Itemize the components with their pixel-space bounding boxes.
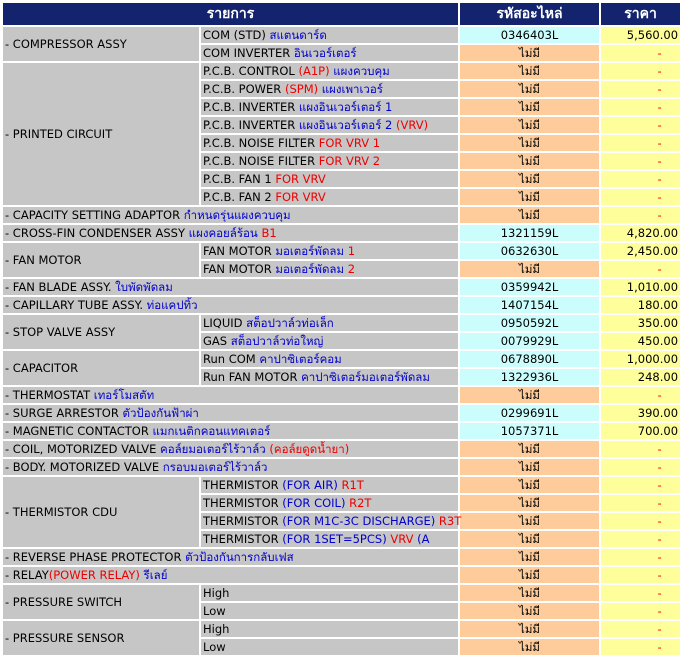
- price-cell: -: [601, 189, 680, 205]
- sub-item-cell: [201, 333, 458, 349]
- label-text: ท่อแคปทิ้ว: [146, 298, 198, 312]
- label-text: THERMISTOR: [203, 478, 283, 492]
- label-text: COM INVERTER: [203, 46, 294, 60]
- part-code-cell: ไม่มี: [460, 81, 599, 97]
- label-text: รีเลย์: [139, 568, 168, 582]
- part-code-cell: ไม่มี: [460, 459, 599, 475]
- price-cell: -: [601, 45, 680, 61]
- price-cell: 390.00: [601, 405, 680, 421]
- item-name-cell: [3, 405, 458, 421]
- part-code-cell: ไม่มี: [460, 387, 599, 403]
- table-row: [3, 441, 680, 457]
- label-text: P.C.B. FAN 2: [203, 190, 276, 204]
- part-code-cell: ไม่มี: [460, 441, 599, 457]
- sub-item-cell: [201, 351, 458, 367]
- item-name-cell: [3, 351, 199, 385]
- part-code-cell: 0299691L: [460, 405, 599, 421]
- part-code-cell: ไม่มี: [460, 585, 599, 601]
- table-row: [3, 27, 680, 43]
- label-text: VRV: [390, 532, 418, 546]
- table-row: [3, 297, 680, 313]
- part-code-cell: ไม่มี: [460, 171, 599, 187]
- part-code-cell: 0359942L: [460, 279, 599, 295]
- part-code-cell: ไม่มี: [460, 63, 599, 79]
- price-cell: 5,560.00: [601, 27, 680, 43]
- label-text: ใบพัดพัดลม: [115, 280, 173, 294]
- sub-item-cell: [201, 621, 458, 637]
- table-row: [3, 423, 680, 439]
- label-text: แผงควบคุม: [329, 64, 390, 78]
- part-code-cell: ไม่มี: [460, 45, 599, 61]
- part-code-cell: 1321159L: [460, 225, 599, 241]
- label-text: - THERMISTOR CDU: [5, 505, 118, 519]
- label-text: มอเตอร์พัดลม: [275, 262, 348, 276]
- part-code-cell: ไม่มี: [460, 621, 599, 637]
- price-cell: 2,450.00: [601, 243, 680, 259]
- part-code-cell: 1407154L: [460, 297, 599, 313]
- price-cell: -: [601, 531, 680, 547]
- parts-price-table: [1, 1, 682, 657]
- part-code-cell: ไม่มี: [460, 207, 599, 223]
- item-name-cell: [3, 297, 458, 313]
- label-text: - MAGNETIC CONTACTOR: [5, 424, 153, 438]
- sub-item-cell: [201, 603, 458, 619]
- sub-item-cell: [201, 45, 458, 61]
- price-cell: 350.00: [601, 315, 680, 331]
- label-text: - RELAY: [5, 568, 49, 582]
- label-text: (FOR COIL): [282, 496, 350, 510]
- price-cell: -: [601, 621, 680, 637]
- label-text: (A: [417, 532, 430, 546]
- label-text: FAN MOTOR: [203, 244, 276, 258]
- item-name-cell: [3, 387, 458, 403]
- header-row: [3, 3, 680, 25]
- price-cell: -: [601, 639, 680, 655]
- sub-item-cell: [201, 531, 458, 547]
- sub-item-cell: [201, 81, 458, 97]
- label-text: เทอร์โมสตัท: [93, 388, 155, 402]
- part-code-cell: ไม่มี: [460, 639, 599, 655]
- price-cell: -: [601, 549, 680, 565]
- label-text: P.C.B. INVERTER: [203, 118, 299, 132]
- price-cell: 248.00: [601, 369, 680, 385]
- label-text: Run COM: [203, 352, 260, 366]
- item-name-cell: [3, 585, 199, 619]
- price-cell: -: [601, 261, 680, 277]
- sub-item-cell: [201, 171, 458, 187]
- label-text: COM (STD): [203, 28, 270, 42]
- label-text: P.C.B. CONTROL: [203, 64, 299, 78]
- table-row: [3, 315, 680, 331]
- table-row: [3, 405, 680, 421]
- label-text: คอล์ยมอเตอร์ไร้วาล์ว: [160, 442, 270, 456]
- header-item: รายการ: [3, 3, 458, 25]
- label-text: P.C.B. FAN 1: [203, 172, 276, 186]
- part-code-cell: ไม่มี: [460, 153, 599, 169]
- label-text: แมกเนติกคอนแทคเตอร์: [152, 424, 271, 438]
- item-name-cell: [3, 279, 458, 295]
- price-cell: -: [601, 387, 680, 403]
- label-text: - STOP VALVE ASSY: [5, 325, 116, 339]
- label-text: (คอล์ยดูดน้ำยา): [269, 442, 350, 456]
- label-text: FOR VRV 2: [318, 154, 381, 168]
- label-text: - PRESSURE SENSOR: [5, 631, 125, 645]
- label-text: - FAN BLADE ASSY.: [5, 280, 116, 294]
- table-row: [3, 243, 680, 259]
- label-text: THERMISTOR: [203, 514, 283, 528]
- label-text: - CAPACITY SETTING ADAPTOR: [5, 208, 184, 222]
- table-row: [3, 225, 680, 241]
- price-cell: 700.00: [601, 423, 680, 439]
- label-text: สต็อปวาล์วท่อเล็ก: [246, 316, 334, 330]
- label-text: - FAN MOTOR: [5, 253, 82, 267]
- part-code-cell: ไม่มี: [460, 477, 599, 493]
- label-text: Low: [203, 640, 226, 654]
- label-text: 2: [347, 262, 356, 276]
- sub-item-cell: [201, 585, 458, 601]
- label-text: (A1P): [298, 64, 330, 78]
- price-cell: 1,010.00: [601, 279, 680, 295]
- label-text: Run FAN MOTOR: [203, 370, 302, 384]
- label-text: มอเตอร์พัดลม: [275, 244, 348, 258]
- part-code-cell: ไม่มี: [460, 513, 599, 529]
- item-name-cell: [3, 441, 458, 457]
- label-text: - BODY. MOTORIZED VALVE: [5, 460, 163, 474]
- label-text: High: [203, 586, 230, 600]
- price-cell: 1,000.00: [601, 351, 680, 367]
- item-name-cell: [3, 621, 199, 655]
- part-code-cell: ไม่มี: [460, 567, 599, 583]
- label-text: FAN MOTOR: [203, 262, 276, 276]
- sub-item-cell: [201, 99, 458, 115]
- part-code-cell: ไม่มี: [460, 549, 599, 565]
- label-text: LIQUID: [203, 316, 247, 330]
- label-text: GAS: [203, 334, 231, 348]
- item-name-cell: [3, 423, 458, 439]
- sub-item-cell: [201, 117, 458, 133]
- label-text: P.C.B. NOISE FILTER: [203, 136, 319, 150]
- label-text: คาปาซิเตอร์มอเตอร์พัดลม: [301, 370, 430, 384]
- part-code-cell: ไม่มี: [460, 531, 599, 547]
- sub-item-cell: [201, 243, 458, 259]
- item-name-cell: [3, 225, 458, 241]
- table-row: [3, 621, 680, 637]
- sub-item-cell: [201, 639, 458, 655]
- label-text: - PRESSURE SWITCH: [5, 595, 123, 609]
- sub-item-cell: [201, 369, 458, 385]
- sub-item-cell: [201, 315, 458, 331]
- label-text: R1T: [341, 478, 364, 492]
- label-text: - THERMOSTAT: [5, 388, 94, 402]
- label-text: P.C.B. NOISE FILTER: [203, 154, 319, 168]
- part-code-cell: ไม่มี: [460, 603, 599, 619]
- label-text: High: [203, 622, 230, 636]
- label-text: แผงคอยล์ร้อน: [188, 226, 262, 240]
- label-text: (POWER RELAY): [48, 568, 140, 582]
- item-name-cell: [3, 567, 458, 583]
- price-cell: -: [601, 171, 680, 187]
- label-text: ตัวป้องกันฟ้าผ่า: [122, 406, 199, 420]
- label-text: FOR VRV: [275, 190, 326, 204]
- label-text: 1: [347, 244, 356, 258]
- part-code-cell: 0632630L: [460, 243, 599, 259]
- label-text: กำหนดรุ่นแผงควบคุม: [183, 208, 291, 222]
- table-row: [3, 459, 680, 475]
- label-text: (FOR 1SET=5PCS): [282, 532, 391, 546]
- label-text: - CROSS-FIN CONDENSER ASSY: [5, 226, 189, 240]
- price-cell: -: [601, 495, 680, 511]
- sub-item-cell: [201, 189, 458, 205]
- label-text: - CAPACITOR: [5, 361, 79, 375]
- label-text: - SURGE ARRESTOR: [5, 406, 123, 420]
- part-code-cell: ไม่มี: [460, 117, 599, 133]
- sub-item-cell: [201, 27, 458, 43]
- header-part-code: รหัสอะไหล่: [460, 3, 599, 25]
- label-text: FOR VRV 1: [318, 136, 381, 150]
- item-name-cell: [3, 549, 458, 565]
- label-text: Low: [203, 604, 226, 618]
- table-row: [3, 585, 680, 601]
- label-text: (FOR M1C-3C DISCHARGE): [282, 514, 439, 528]
- part-code-cell: 1057371L: [460, 423, 599, 439]
- price-cell: -: [601, 459, 680, 475]
- label-text: P.C.B. POWER: [203, 82, 285, 96]
- item-name-cell: [3, 207, 458, 223]
- price-cell: 180.00: [601, 297, 680, 313]
- label-text: THERMISTOR: [203, 532, 283, 546]
- label-text: แผงเพาเวอร์: [318, 82, 383, 96]
- label-text: คาปาซิเตอร์คอม: [259, 352, 342, 366]
- table-header: [3, 3, 680, 25]
- sub-item-cell: [201, 477, 458, 493]
- label-text: P.C.B. INVERTER: [203, 100, 299, 114]
- label-text: อินเวอร์เตอร์: [293, 46, 357, 60]
- label-text: - REVERSE PHASE PROTECTOR: [5, 550, 186, 564]
- label-text: แผงอินเวอร์เตอร์ 2: [298, 118, 397, 132]
- label-text: (VRV): [396, 118, 429, 132]
- table-row: [3, 63, 680, 79]
- price-cell: -: [601, 63, 680, 79]
- part-code-cell: 1322936L: [460, 369, 599, 385]
- sub-item-cell: [201, 513, 462, 529]
- label-text: - COMPRESSOR ASSY: [5, 37, 127, 51]
- part-code-cell: 0950592L: [460, 315, 599, 331]
- table-row: [3, 351, 680, 367]
- price-cell: -: [601, 603, 680, 619]
- item-name-cell: [3, 63, 199, 205]
- part-code-cell: 0346403L: [460, 27, 599, 43]
- table-row: [3, 549, 680, 565]
- price-cell: -: [601, 513, 680, 529]
- sub-item-cell: [201, 153, 458, 169]
- price-cell: 4,820.00: [601, 225, 680, 241]
- price-cell: -: [601, 207, 680, 223]
- item-name-cell: [3, 459, 458, 475]
- price-cell: 450.00: [601, 333, 680, 349]
- price-cell: -: [601, 81, 680, 97]
- label-text: (FOR AIR): [282, 478, 342, 492]
- sub-item-cell: [201, 63, 458, 79]
- table-body: [3, 27, 680, 655]
- part-code-cell: 0079929L: [460, 333, 599, 349]
- label-text: - PRINTED CIRCUIT: [5, 127, 113, 141]
- label-text: - CAPILLARY TUBE ASSY.: [5, 298, 147, 312]
- price-cell: -: [601, 441, 680, 457]
- label-text: (SPM): [284, 82, 319, 96]
- label-text: ตัวป้องกันการกลับเฟส: [185, 550, 294, 564]
- sub-item-cell: [201, 261, 458, 277]
- table-row: [3, 387, 680, 403]
- part-code-cell: ไม่มี: [460, 261, 599, 277]
- table-row: [3, 567, 680, 583]
- item-name-cell: [3, 27, 199, 61]
- price-cell: -: [601, 153, 680, 169]
- part-code-cell: 0678890L: [460, 351, 599, 367]
- label-text: กรอบมอเตอร์ไร้วาล์ว: [162, 460, 268, 474]
- item-name-cell: [3, 315, 199, 349]
- header-price: ราคา: [601, 3, 680, 25]
- table-row: [3, 207, 680, 223]
- table-row: [3, 477, 680, 493]
- label-text: R3T: [438, 514, 462, 528]
- part-code-cell: ไม่มี: [460, 99, 599, 115]
- label-text: R2T: [349, 496, 372, 510]
- part-code-cell: ไม่มี: [460, 135, 599, 151]
- price-cell: -: [601, 585, 680, 601]
- price-cell: -: [601, 477, 680, 493]
- price-cell: -: [601, 567, 680, 583]
- sub-item-cell: [201, 135, 458, 151]
- label-text: - COIL, MOTORIZED VALVE: [5, 442, 161, 456]
- label-text: FOR VRV: [275, 172, 326, 186]
- part-code-cell: ไม่มี: [460, 189, 599, 205]
- label-text: แผงอินเวอร์เตอร์ 1: [298, 100, 393, 114]
- price-cell: -: [601, 135, 680, 151]
- sub-item-cell: [201, 495, 458, 511]
- label-text: THERMISTOR: [203, 496, 283, 510]
- table-row: [3, 279, 680, 295]
- part-code-cell: ไม่มี: [460, 495, 599, 511]
- label-text: B1: [261, 226, 277, 240]
- label-text: สแตนดาร์ด: [269, 28, 327, 42]
- item-name-cell: [3, 243, 199, 277]
- label-text: สต็อปวาล์วท่อใหญ่: [230, 334, 324, 348]
- price-cell: -: [601, 99, 680, 115]
- item-name-cell: [3, 477, 199, 547]
- price-cell: -: [601, 117, 680, 133]
